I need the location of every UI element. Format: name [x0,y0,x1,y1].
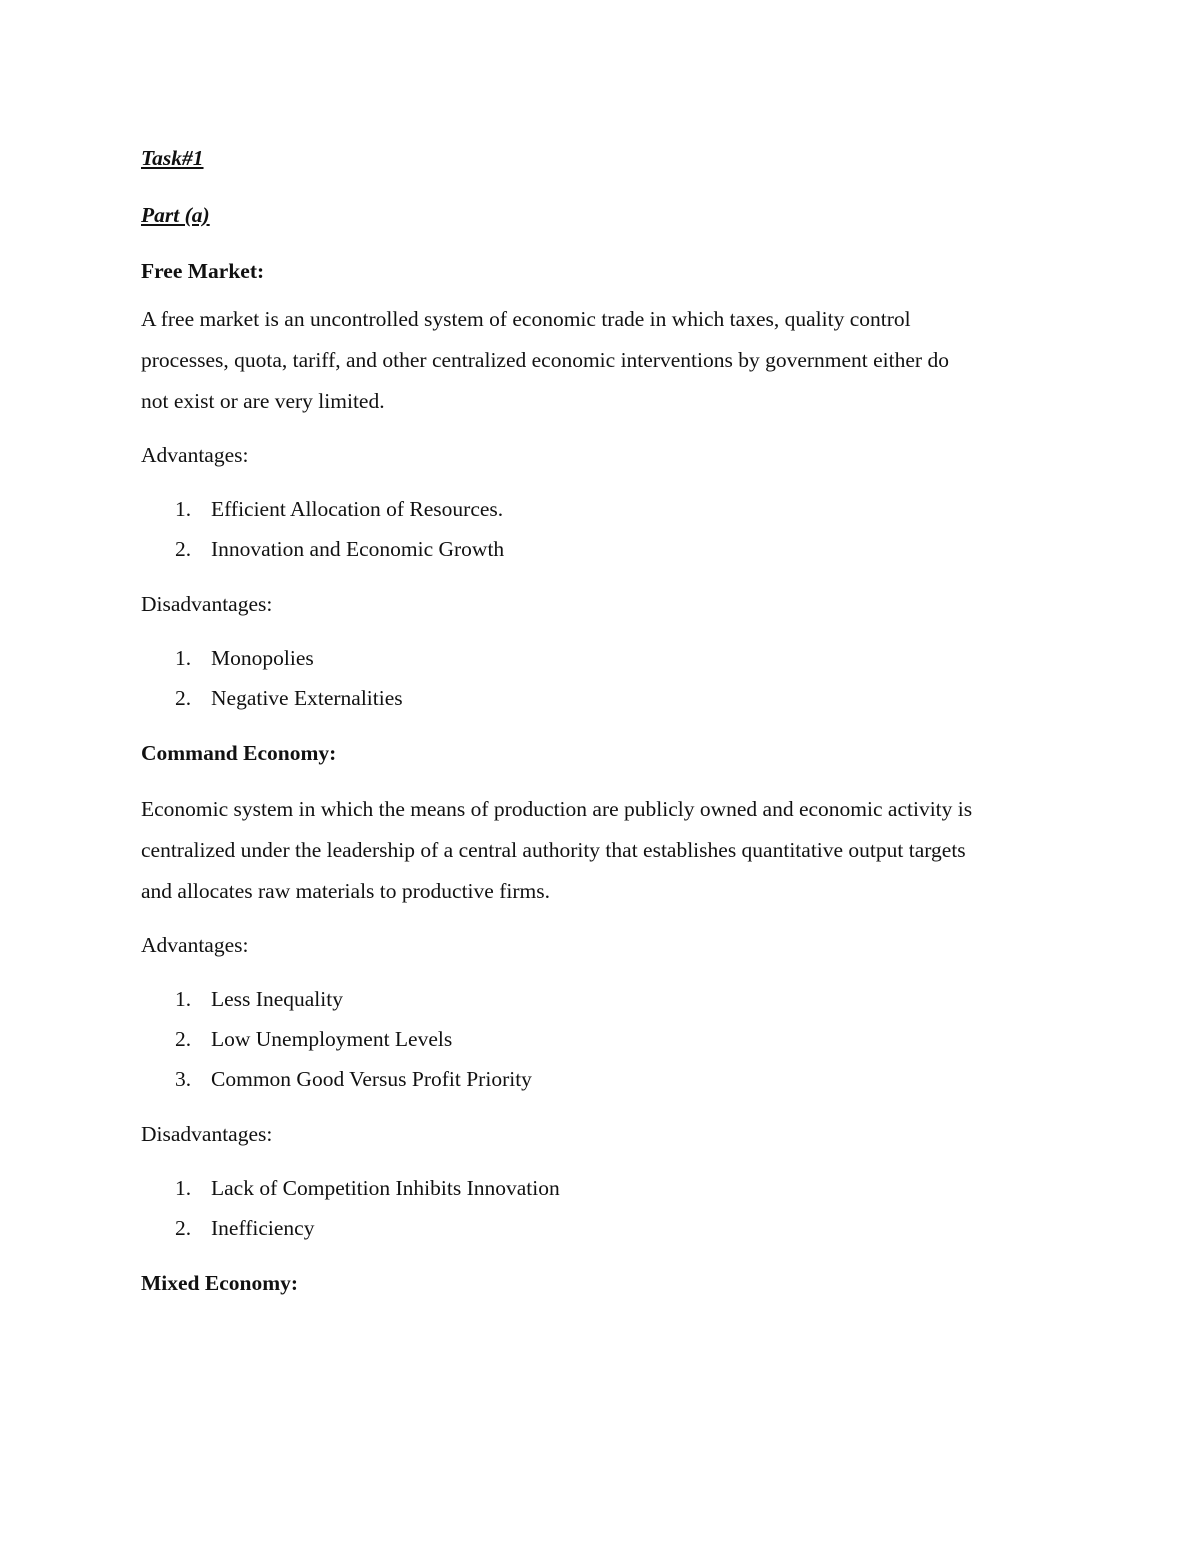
list-item-text: Negative Externalities [211,686,403,710]
list-item [141,529,1061,569]
free-market-advantages-list [141,489,1061,569]
command-economy-line: centralized under the leadership of a central authority that establishes quantitative output targets [141,838,966,862]
list-item-text: Inefficiency [211,1216,315,1240]
list-item-text: Less Inequality [211,987,343,1011]
list-item [141,678,1061,718]
free-market-line: processes, quota, tariff, and other centralized economic interventions by government either do [141,348,949,372]
list-number: 1. [175,497,192,521]
part-title: Part (a) [141,203,210,227]
list-item [141,979,1061,1019]
list-number: 1. [175,646,192,670]
list-item [141,489,1061,529]
free-market-heading: Free Market: [141,259,265,283]
command-economy-advantages-list [141,979,1061,1099]
list-item [141,1059,1061,1099]
command-economy-disadvantages-label: Disadvantages: [141,1122,273,1146]
free-market-line: A free market is an uncontrolled system of economic trade in which taxes, quality control [141,307,911,331]
free-market-line: not exist or are very limited. [141,389,385,413]
command-economy-line: and allocates raw materials to productive firms. [141,879,550,903]
free-market-disadvantages-list [141,638,1061,718]
list-item-text: Efficient Allocation of Resources. [211,497,504,521]
command-economy-description [141,789,1061,912]
free-market-disadvantages-label: Disadvantages: [141,592,273,616]
task-title: Task#1 [141,146,204,170]
list-number: 3. [175,1067,192,1091]
command-economy-disadvantages-list [141,1168,1061,1248]
list-item-text: Low Unemployment Levels [211,1027,453,1051]
list-number: 2. [175,537,192,561]
mixed-economy-heading: Mixed Economy: [141,1271,299,1295]
list-item-text: Lack of Competition Inhibits Innovation [211,1176,560,1200]
list-item-text: Innovation and Economic Growth [211,537,505,561]
list-item [141,1168,1061,1208]
command-economy-heading: Command Economy: [141,741,337,765]
free-market-description [141,299,1061,422]
list-item-text: Common Good Versus Profit Priority [211,1067,532,1091]
list-number: 2. [175,686,192,710]
list-item [141,638,1061,678]
list-item [141,1019,1061,1059]
list-item-text: Monopolies [211,646,314,670]
list-number: 1. [175,987,192,1011]
document-body [141,140,1061,1301]
command-economy-advantages-label: Advantages: [141,933,249,957]
list-number: 1. [175,1176,192,1200]
command-economy-line: Economic system in which the means of production are publicly owned and economic activity is [141,797,973,821]
free-market-advantages-label: Advantages: [141,443,249,467]
list-number: 2. [175,1216,192,1240]
list-number: 2. [175,1027,192,1051]
list-item [141,1208,1061,1248]
